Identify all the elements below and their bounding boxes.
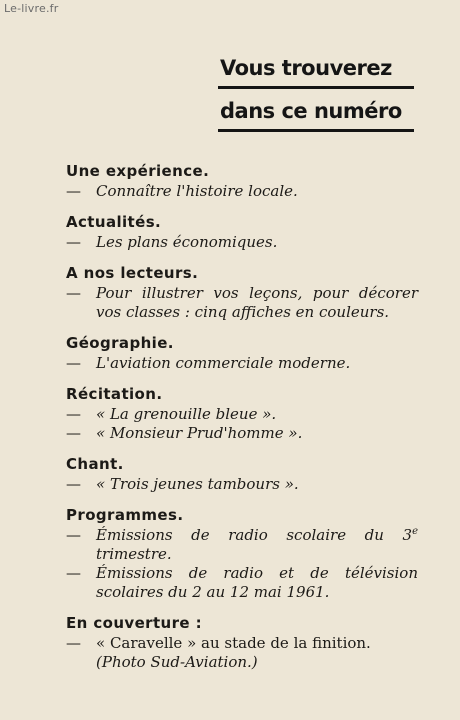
table-of-contents	[66, 160, 418, 682]
dash: —	[66, 526, 81, 544]
section-geographie	[66, 332, 418, 373]
list-item	[66, 284, 418, 322]
section-couverture	[66, 612, 418, 672]
section-heading: En couverture :	[66, 614, 203, 632]
list-item	[66, 564, 418, 602]
dash: —	[66, 564, 81, 582]
cover-title: « Caravelle »	[96, 634, 197, 652]
section-heading: Géographie.	[66, 334, 174, 352]
item-text: L'aviation commerciale moderne.	[96, 354, 351, 372]
item-text: Émissions de radio et de télévision scolaires du 2 au 12 mai 1961.	[96, 564, 418, 601]
section-chant	[66, 453, 418, 494]
dash: —	[66, 284, 81, 302]
masthead-line-1: Vous trouverez	[218, 52, 414, 89]
superscript: e	[412, 526, 418, 537]
list-item	[66, 182, 418, 201]
cover-description: au stade de la finition.	[201, 634, 371, 652]
masthead	[218, 52, 414, 132]
section-heading: Une expérience.	[66, 162, 210, 180]
dash: —	[66, 424, 81, 442]
list-item	[66, 634, 418, 672]
item-text: Connaître l'histoire locale.	[96, 182, 298, 200]
section-lecteurs	[66, 262, 418, 322]
item-text-part: trimestre.	[96, 545, 172, 563]
section-heading: Programmes.	[66, 506, 184, 524]
section-heading: Actualités.	[66, 213, 162, 231]
item-text: « La grenouille bleue ».	[96, 405, 277, 423]
watermark: Le-livre.fr	[4, 2, 59, 15]
list-item	[66, 233, 418, 252]
section-experience	[66, 160, 418, 201]
dash: —	[66, 182, 81, 200]
list-item	[66, 424, 418, 443]
item-text: Pour illustrer vos leçons, pour décorer vos classes : cinq affiches en couleurs.	[96, 284, 418, 321]
section-recitation	[66, 383, 418, 443]
section-actualites	[66, 211, 418, 252]
dash: —	[66, 475, 81, 493]
list-item	[66, 405, 418, 424]
section-heading: Récitation.	[66, 385, 163, 403]
item-text-part: Émissions de radio scolaire du	[96, 526, 384, 544]
item-text	[96, 634, 418, 672]
list-item	[66, 526, 418, 564]
dash: —	[66, 233, 81, 251]
section-heading: A nos lecteurs.	[66, 264, 199, 282]
dash: —	[66, 405, 81, 423]
item-text	[96, 526, 418, 564]
list-item	[66, 475, 418, 494]
dash: —	[66, 354, 81, 372]
item-text: « Monsieur Prud'homme ».	[96, 424, 303, 442]
list-item	[66, 354, 418, 373]
photo-credit: (Photo Sud-Aviation.)	[96, 653, 258, 671]
item-text-number: 3	[402, 526, 413, 544]
section-heading: Chant.	[66, 455, 124, 473]
dash: —	[66, 634, 81, 652]
section-programmes	[66, 504, 418, 602]
item-text: Les plans économiques.	[96, 233, 278, 251]
item-text: « Trois jeunes tambours ».	[96, 475, 299, 493]
masthead-line-2: dans ce numéro	[218, 89, 414, 132]
